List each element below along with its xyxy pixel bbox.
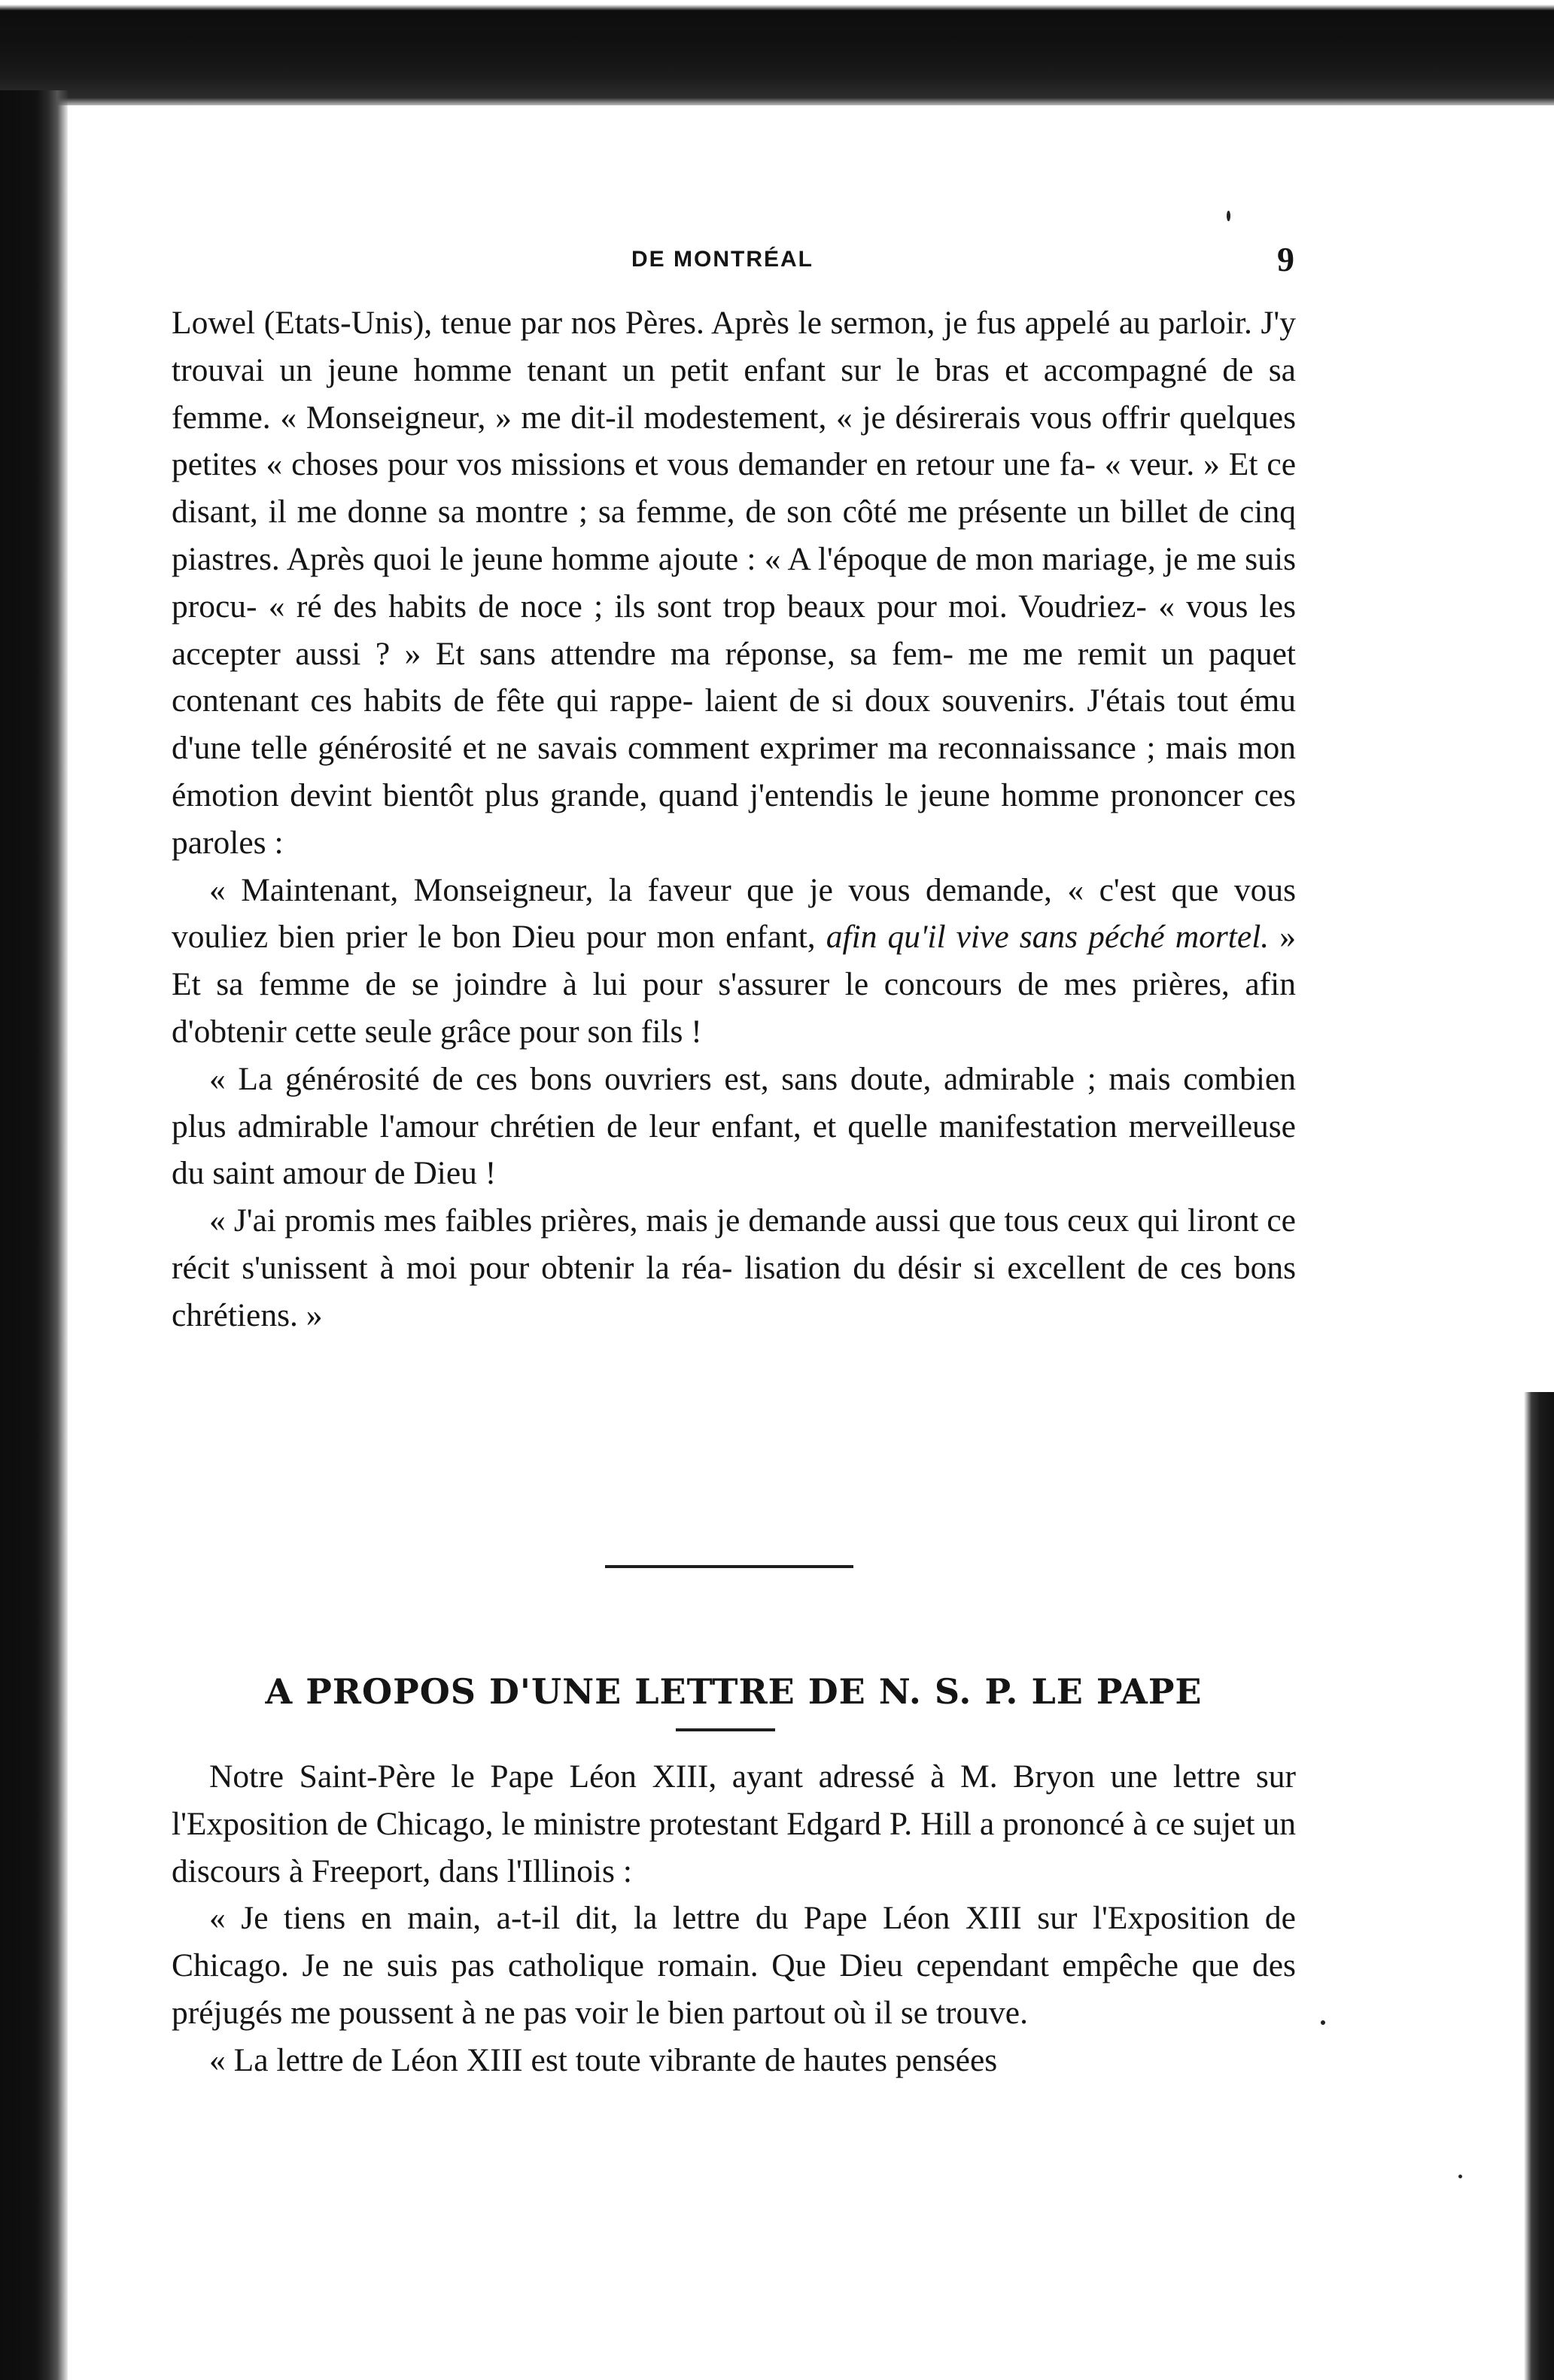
scan-speck bbox=[1227, 211, 1230, 221]
running-head-title: DE MONTRÉAL bbox=[631, 247, 813, 272]
section-divider-rule bbox=[605, 1565, 853, 1568]
paragraph-generosity: « La générosité de ces bons ouvriers est, sans doute, admirable ; mais combien plus admirable l'amour chrétien de leur enfant, et quelle manifestation merveilleuse du saint amour de Dieu ! bbox=[172, 1060, 1296, 1192]
scan-speck bbox=[1321, 2020, 1325, 2025]
heading-underline-rule bbox=[676, 1728, 775, 1731]
second-section-body bbox=[172, 1753, 1296, 2084]
scan-top-border bbox=[0, 0, 1554, 105]
page-number: 9 bbox=[1277, 240, 1294, 278]
paragraph-quote-hill: « Je tiens en main, a-t-il dit, la lettre du Pape Léon XIII sur l'Exposition de Chicago. Je ne suis pas catholique romain. Que Dieu cependant empêche que des préjugés me poussent à ne pas voir le bien partout où il se trouve. bbox=[172, 1900, 1296, 2031]
request-quote-start: « Maintenant, Monseigneur, la faveur que je vous demande, « c'est que vous vouliez bien prier le bon Dieu pour mon enfant, bbox=[172, 871, 1296, 956]
running-head bbox=[173, 239, 1294, 284]
paragraph-intro: Notre Saint-Père le Pape Léon XIII, ayant adressé à M. Bryon une lettre sur l'Exposition de Chicago, le ministre protestant Edgard P. Hill a prononcé à ce sujet un discours à Freeport, dans l'Illinois : bbox=[172, 1758, 1296, 1889]
paragraph-request bbox=[172, 867, 1296, 1056]
first-section-body bbox=[172, 299, 1296, 1339]
paragraph-gift-story: Lowel (Etats-Unis), tenue par nos Pères. Après le sermon, je fus appelé au parloir. J'y trouvai un jeune homme tenant un petit enfant sur le bras et accompagné de sa femme. « Monseigneur, » me dit-il modestement, « je désirerais vous offrir quelques petites « choses pour vos missions et vous demander en retour une fa- « veur. » Et ce disant, il me donne sa montre ; sa femme, de son côté me présente un billet de cinq piastres. Après quoi le jeune homme ajoute : « A l'époque de mon mariage, je me suis procu- « ré des habits de noce ; ils sont trop beaux pour moi. Voudriez- « vous les accepter aussi ? » Et sans attendre ma réponse, sa fem- me me remit un paquet contenant ces habits de fête qui rappe- laient de si doux souvenirs. J'étais tout ému d'une telle générosité et ne savais comment exprimer ma reconnaissance ; mais mon émotion devint bientôt plus grande, quand j'entendis le jeune homme prononcer ces paroles : bbox=[172, 305, 1296, 861]
scan-right-border bbox=[1524, 1392, 1554, 2380]
scan-speck bbox=[1458, 2175, 1462, 2178]
section-heading: A PROPOS D'UNE LETTRE DE N. S. P. LE PAPE bbox=[265, 1671, 1203, 1713]
request-quote-end: » Et sa femme de se joindre à lui pour s'assurer le concours de mes prières, afin d'obtenir cette seule grâce pour son fils ! bbox=[172, 919, 1297, 1050]
paragraph-quote-letter: « La lettre de Léon XIII est toute vibrante de hautes pensées bbox=[209, 2041, 998, 2078]
request-italic-phrase: afin qu'il vive sans péché mortel. bbox=[826, 919, 1270, 956]
scan-left-border bbox=[0, 90, 68, 2380]
paragraph-promise: « J'ai promis mes faibles prières, mais je demande aussi que tous ceux qui liront ce récit s'unissent à moi pour obtenir la réa- lisation du désir si excellent de ces bons chrétiens. » bbox=[172, 1202, 1296, 1333]
